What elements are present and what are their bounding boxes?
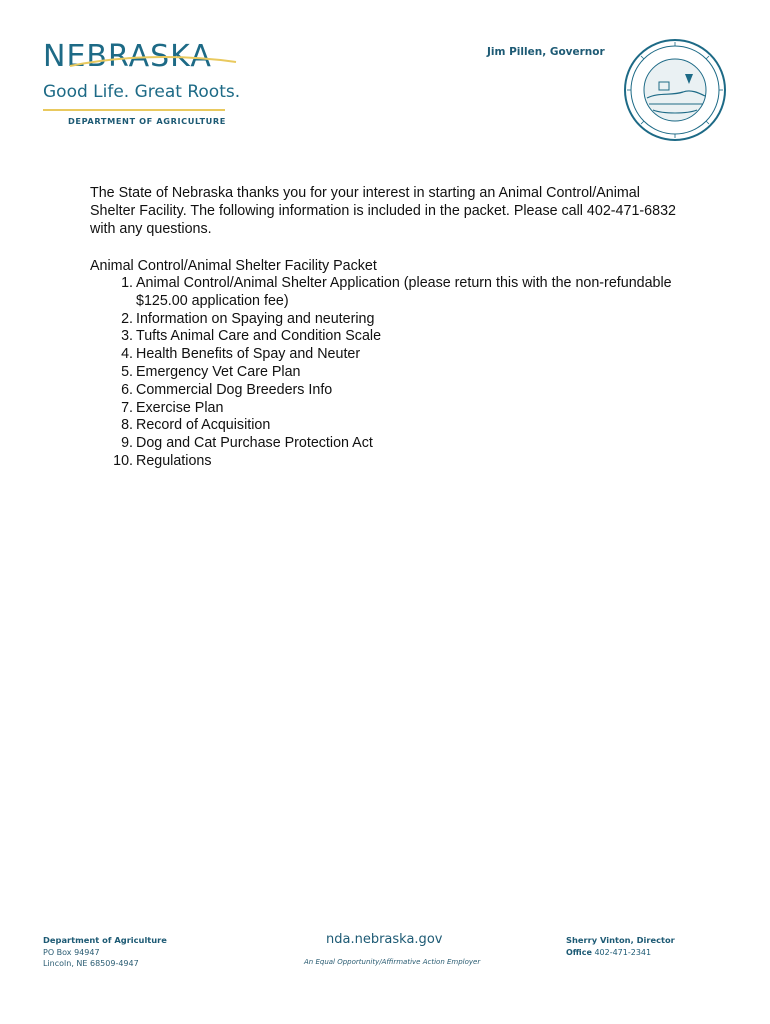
list-item <box>90 346 680 364</box>
list-item-number: 10. <box>113 452 133 469</box>
department-name: DEPARTMENT OF AGRICULTURE <box>68 116 226 126</box>
footer-address-line2: Lincoln, NE 68509-4947 <box>43 959 139 968</box>
logo-swoosh-icon <box>68 52 238 72</box>
list-item-text: Dog and Cat Purchase Protection Act <box>136 435 373 452</box>
list-item-text: Health Benefits of Spay and Neuter <box>136 346 361 363</box>
footer-website-link[interactable]: nda.nebraska.gov <box>326 932 443 947</box>
list-item <box>90 417 680 435</box>
list-item <box>90 328 680 346</box>
list-item-number: 8. <box>121 417 133 434</box>
list-item <box>90 382 680 400</box>
list-item-text: Regulations <box>136 452 212 469</box>
list-item-number: 4. <box>121 346 133 363</box>
intro-paragraph: The State of Nebraska thanks you for your interest in starting an Animal Control/Animal Shelter Facility. The following information is included in the packet. Please call 402-471-6832 with any questions. <box>90 185 676 237</box>
packet-contents-list <box>90 275 680 471</box>
footer-address-line1: PO Box 94947 <box>43 948 100 957</box>
list-item-text: Emergency Vet Care Plan <box>136 363 301 380</box>
list-item <box>90 453 680 471</box>
list-item <box>90 311 680 329</box>
list-item-number: 9. <box>121 435 133 452</box>
footer-office-label: Office <box>566 948 592 957</box>
footer-eoe-statement: An Equal Opportunity/Affirmative Action Employer <box>304 958 481 966</box>
packet-title: Animal Control/Animal Shelter Facility Packet <box>90 258 377 274</box>
list-item-number: 1. <box>121 275 133 291</box>
list-item-number: 6. <box>121 381 133 398</box>
footer-office-phone <box>566 947 651 958</box>
list-item-text: Record of Acquisition <box>136 417 271 434</box>
list-item-text: Tufts Animal Care and Condition Scale <box>136 328 382 345</box>
list-item-number: 7. <box>121 399 133 416</box>
list-item-number: 3. <box>121 328 133 345</box>
list-item-text: Exercise Plan <box>136 399 224 416</box>
list-item <box>90 364 680 382</box>
list-item-number: 5. <box>121 363 133 380</box>
logo-divider <box>43 109 225 111</box>
state-seal-icon <box>623 38 727 142</box>
list-item <box>90 400 680 418</box>
list-item-text: Animal Control/Animal Shelter Application (please return this with the non-refundable $125.00 application fee) <box>136 275 672 309</box>
nebraska-logo-wordmark: NEBRASKA <box>43 39 212 74</box>
list-item-text: Commercial Dog Breeders Info <box>136 381 333 398</box>
footer-director-name: Sherry Vinton, Director <box>566 935 675 945</box>
list-item-text: Information on Spaying and neutering <box>136 310 375 327</box>
governor-name: Jim Pillen, Governor <box>487 46 605 58</box>
footer-office-number: 402-471-2341 <box>594 948 652 957</box>
list-item <box>90 275 680 311</box>
footer-department-name: Department of Agriculture <box>43 935 167 945</box>
logo-tagline: Good Life. Great Roots. <box>43 82 241 102</box>
list-item-number: 2. <box>121 310 133 327</box>
list-item <box>90 435 680 453</box>
